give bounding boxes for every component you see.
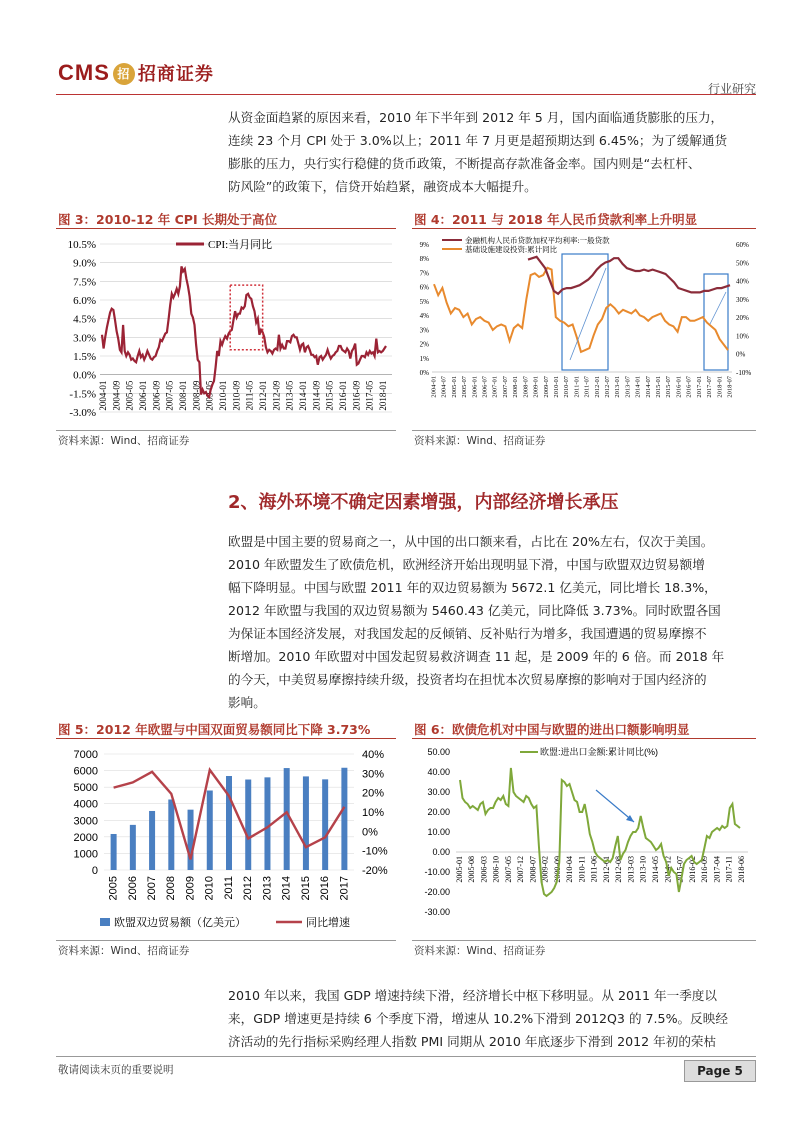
y-left-tick-label: 0%: [419, 369, 429, 377]
x-tick-label: 2008: [165, 876, 178, 901]
x-tick-label: 2010-07: [563, 376, 571, 398]
y-tick-label: 20.00: [427, 807, 450, 817]
x-tick-label: 2012-08: [614, 856, 624, 883]
y-tick-label: 3.0%: [73, 332, 96, 345]
x-tick-label: 2014-07: [644, 376, 652, 398]
y-tick-label: 0.00: [432, 847, 450, 857]
trade-bar: [264, 777, 270, 870]
logo-mark: 招: [113, 63, 135, 85]
x-tick-label: 2011: [222, 876, 235, 900]
x-tick-label: 2010-01: [552, 376, 560, 398]
y-right-tick-label: 30%: [736, 295, 749, 304]
y-tick-label: 50.00: [427, 747, 450, 757]
y-left-tick-label: 2%: [419, 340, 429, 349]
x-tick-label: 2018-07: [726, 376, 734, 398]
x-tick-label: 2018-06: [736, 856, 746, 883]
x-tick-label: 2007-05: [164, 380, 175, 411]
legend-line-label: 同比增速: [306, 917, 350, 929]
x-tick-label: 2009: [184, 876, 197, 901]
x-tick-label: 2007-05: [503, 856, 513, 883]
y-tick-label: 40.00: [427, 767, 450, 777]
x-tick-label: 2018-01: [378, 380, 389, 411]
x-tick-label: 2006-01: [138, 380, 149, 411]
x-tick-label: 2017-05: [364, 380, 375, 411]
y-right-tick-label: -10%: [736, 369, 752, 377]
legend-infra-label: 基础设施建设投资:累计同比: [465, 245, 558, 254]
x-tick-label: 2006: [126, 876, 139, 901]
y-tick-label: 0.0%: [73, 369, 96, 382]
y-tick-label: 7.5%: [73, 276, 96, 289]
header-rule: [56, 94, 756, 95]
x-tick-label: 2010-11: [577, 856, 587, 883]
x-tick-label: 2012: [242, 876, 255, 901]
trend-arrow-1: [570, 268, 606, 360]
y-right-tick-label: 60%: [736, 241, 749, 249]
x-tick-label: 2015-01: [655, 376, 663, 398]
footer-note: 敬请阅读末页的重要说明: [58, 1064, 174, 1076]
trade-bar: [341, 768, 347, 870]
x-tick-label: 2005: [107, 876, 120, 901]
y-left-tick-label: 0: [91, 865, 98, 877]
x-tick-label: 2015-07: [675, 856, 685, 883]
fig5-source: 资料来源：Wind、招商证券: [58, 945, 190, 957]
x-tick-label: 2013-05: [284, 380, 295, 411]
x-tick-label: 2012-09: [271, 380, 282, 411]
y-tick-label: 4.5%: [73, 313, 96, 326]
x-tick-label: 2012-01: [258, 380, 269, 411]
eu-trade-series-line: [460, 768, 740, 896]
x-tick-label: 2005-07: [461, 376, 469, 398]
trade-bar: [188, 810, 194, 870]
x-tick-label: 2006-03: [479, 856, 489, 883]
y-right-tick-label: 50%: [736, 259, 749, 268]
trade-bar: [111, 834, 117, 870]
trend-arrow-2: [710, 292, 726, 324]
x-tick-label: 2008-01: [178, 380, 189, 411]
x-tick-label: 2008-07: [528, 856, 538, 883]
section-paragraph: 欧盟是中国主要的贸易商之一，从中国的出口额来看，占比在 20%左右，仅次于美国。 2010 年欧盟发生了欧债危机，欧洲经济开始出现明显下滑，中国与欧盟双边贸易额增 幅下降明显。中国与欧盟 2011 年的双边贸易额为 5672.1 亿美元，同比增长 18.3%， 2012 年欧盟与我国的双边贸易额为 5460.43 亿美元，同比降低 3.73%。同时欧盟各国 为保证本国经济发展，对我国发起的反倾销、反补贴行为增多，我国遭遇的贸易摩擦不 断增加。2010 年欧盟对中国发起贸易救济调查 11 起，是 2009 年的 6 倍。而 2018 年 的今天，中美贸易摩擦持续升级，投资者均在担忧本次贸易摩擦的影响对于国内经济的 影响。: [228, 534, 725, 710]
cpi-series-line: [102, 266, 386, 397]
legend-eu-label: 欧盟:进出口金额:累计同比(%): [540, 747, 658, 757]
x-tick-label: 2009-07: [542, 376, 550, 398]
fig6-title: 图 6：欧债危机对中国与欧盟的进出口额影响明显: [414, 722, 690, 737]
y-left-tick-label: 1000: [73, 848, 98, 861]
legend-loan-label: 金融机构人民币贷款加权平均利率:一般贷款: [465, 236, 610, 245]
x-tick-label: 2015-07: [665, 376, 673, 398]
y-tick-label: -3.0%: [69, 407, 96, 419]
trade-bar: [303, 776, 309, 870]
x-tick-label: 2012-07: [604, 376, 612, 398]
x-tick-label: 2013-03: [626, 856, 636, 883]
x-tick-label: 2016: [319, 876, 332, 901]
x-tick-label: 2016-09: [700, 856, 710, 883]
x-tick-label: 2004-01: [430, 376, 438, 398]
y-right-tick-label: 30%: [362, 768, 385, 781]
y-left-tick-label: 1%: [419, 354, 429, 363]
x-tick-label: 2005-08: [467, 856, 477, 883]
trade-bar: [226, 776, 232, 870]
trade-bar: [245, 780, 251, 870]
highlight-box-2011: [562, 254, 608, 370]
x-tick-label: 2005-01: [454, 856, 464, 883]
trade-bar: [207, 791, 213, 870]
fig6-source: 资料来源：Wind、招商证券: [414, 945, 546, 957]
y-tick-label: -20.00: [424, 887, 450, 897]
x-tick-label: 2013-10: [638, 856, 648, 883]
legend-cpi-label: CPI:当月同比: [208, 239, 273, 251]
x-tick-label: 2012-01: [593, 376, 601, 398]
page-number: Page 5: [684, 1060, 756, 1082]
x-tick-label: 2017: [338, 876, 351, 901]
y-left-tick-label: 7000: [73, 749, 98, 761]
trade-bar: [284, 768, 290, 870]
x-tick-label: 2017-07: [706, 376, 714, 398]
x-tick-label: 2009-09: [552, 856, 562, 883]
fig5-title: 图 5：2012 年欧盟与中国双面贸易额同比下降 3.73%: [58, 722, 371, 737]
y-tick-label: 1.5%: [73, 351, 96, 363]
y-tick-label: 10.5%: [67, 239, 96, 251]
y-right-tick-label: -20%: [362, 865, 388, 877]
fig5-chart: [56, 740, 398, 938]
x-tick-label: 2015: [299, 876, 312, 901]
fig3-title: 图 3：2010-12 年 CPI 长期处于高位: [58, 212, 277, 227]
x-tick-label: 2005-01: [450, 376, 458, 398]
fig6-rule: [412, 738, 756, 739]
y-left-tick-label: 3000: [73, 815, 98, 828]
bottom-paragraph: 2010 年以来，我国 GDP 增速持续下滑，经济增长中枢下移明显。从 2011 年一季度以 来，GDP 增速更是持续 6 个季度下滑，增速从 10.2%下滑到 2012Q3 的 7.5%。反映经 济活动的先行指标采购经理人指数 PMI 同期从 2010 年底逐步下滑到 2012 年初的荣枯: [228, 988, 728, 1049]
y-right-tick-label: 0%: [362, 826, 378, 839]
x-tick-label: 2008-09: [191, 380, 202, 411]
infra-series-line: [434, 268, 728, 352]
y-right-tick-label: 10%: [362, 807, 385, 819]
x-tick-label: 2007-07: [501, 376, 509, 398]
x-tick-label: 2013-01: [614, 376, 622, 398]
y-left-tick-label: 3%: [419, 326, 429, 335]
fig4-title: 图 4：2011 与 2018 年人民币贷款利率上升明显: [414, 212, 698, 227]
y-tick-label: 6.0%: [73, 295, 96, 307]
x-tick-label: 2011-05: [244, 380, 255, 411]
x-tick-label: 2016-07: [685, 376, 693, 398]
x-tick-label: 2013-07: [624, 376, 632, 398]
x-tick-label: 2013: [261, 876, 274, 901]
x-tick-label: 2011-07: [583, 376, 591, 398]
y-tick-label: 9.0%: [73, 257, 96, 270]
loan-rate-series-line: [528, 257, 730, 294]
x-tick-label: 2006-10: [491, 856, 501, 883]
fig5-rule: [56, 738, 396, 739]
x-tick-label: 2004-09: [111, 380, 122, 411]
y-right-tick-label: 40%: [736, 277, 749, 286]
y-left-tick-label: 6000: [73, 765, 98, 778]
x-tick-label: 2014-09: [311, 380, 322, 411]
x-tick-label: 2010-04: [565, 856, 575, 883]
x-tick-label: 2017-01: [695, 376, 703, 398]
intro-paragraph: 从资金面趋紧的原因来看，2010 年下半年到 2012 年 5 月，国内面临通货膨胀的压力， 连续 23 个月 CPI 处于 3.0%以上；2011 年 7 月更是超预期达到 6.45%；为了缓解通货 膨胀的压力，央行实行稳健的货币政策，不断提高存款准备金率。国内则是“去杠杆、 防风险”的政策下，信贷开始趋紧，融资成本大幅提升。: [228, 110, 728, 194]
y-left-tick-label: 6%: [419, 283, 429, 292]
trade-bar: [149, 811, 155, 870]
fig4-rule: [412, 228, 756, 229]
x-tick-label: 2009-02: [540, 856, 550, 883]
x-tick-label: 2008-01: [512, 376, 520, 398]
y-left-tick-label: 9%: [419, 241, 429, 249]
x-tick-label: 2010-09: [231, 380, 242, 411]
x-tick-label: 2007-01: [491, 376, 499, 398]
y-left-tick-label: 4%: [419, 312, 429, 321]
x-tick-label: 2016-01: [675, 376, 683, 398]
x-tick-label: 2009-01: [532, 376, 540, 398]
fig3-source: 资料来源：Wind、招商证券: [58, 435, 190, 447]
y-tick-label: 10.00: [427, 827, 450, 837]
x-tick-label: 2009-05: [204, 380, 215, 411]
fig6-chart: [410, 740, 758, 938]
trade-bar: [130, 825, 136, 870]
y-right-tick-label: 20%: [362, 787, 385, 800]
x-tick-label: 2010: [203, 876, 216, 901]
fig3-chart: [56, 232, 398, 428]
x-tick-label: 2015-05: [324, 380, 335, 411]
y-tick-label: -1.5%: [69, 388, 96, 401]
x-tick-label: 2007-12: [516, 856, 526, 883]
x-tick-label: 2011-01: [573, 376, 581, 398]
x-tick-label: 2016-01: [338, 380, 349, 411]
x-tick-label: 2004-01: [98, 380, 109, 411]
y-left-tick-label: 5%: [419, 297, 429, 306]
y-left-tick-label: 5000: [73, 782, 98, 795]
category-label: 行业研究: [707, 82, 756, 96]
x-tick-label: 2008-07: [522, 376, 530, 398]
x-tick-label: 2016-09: [351, 380, 362, 411]
y-left-tick-label: 4000: [73, 798, 98, 811]
legend-bar-swatch: [100, 918, 110, 926]
x-tick-label: 2016-02: [687, 856, 697, 883]
y-right-tick-label: 40%: [362, 749, 385, 761]
x-tick-label: 2005-05: [124, 380, 135, 411]
y-right-tick-label: -10%: [362, 845, 388, 858]
y-right-tick-label: 10%: [736, 332, 749, 341]
x-tick-label: 2006-07: [481, 376, 489, 398]
y-tick-label: 30.00: [427, 787, 450, 797]
x-tick-label: 2014-12: [663, 856, 673, 883]
x-tick-label: 2017-04: [712, 856, 722, 883]
y-right-tick-label: 20%: [736, 314, 749, 323]
x-tick-label: 2012-01: [601, 856, 611, 883]
y-tick-label: -10.00: [424, 867, 450, 877]
x-tick-label: 2011-06: [589, 856, 599, 883]
x-tick-label: 2014-01: [634, 376, 642, 398]
x-tick-label: 2018-01: [716, 376, 724, 398]
legend-bar-label: 欧盟双边贸易额（亿美元）: [114, 917, 246, 929]
x-tick-label: 2004-07: [440, 376, 448, 398]
fig3-rule: [56, 228, 396, 229]
section-title: 2、海外环境不确定因素增强，内部经济增长承压: [228, 492, 619, 513]
y-left-tick-label: 7%: [419, 269, 429, 278]
x-tick-label: 2006-01: [471, 376, 479, 398]
y-left-tick-label: 8%: [419, 255, 429, 264]
x-tick-label: 2007: [145, 876, 158, 901]
x-tick-label: 2017-11: [724, 856, 734, 883]
trade-bar: [322, 779, 328, 870]
trade-bar: [168, 799, 174, 870]
x-tick-label: 2014: [280, 876, 293, 901]
x-tick-label: 2014-01: [298, 380, 309, 411]
y-right-tick-label: 0%: [736, 350, 746, 359]
x-tick-label: 2006-09: [151, 380, 162, 411]
y-tick-label: -30.00: [424, 907, 450, 917]
y-left-tick-label: 2000: [73, 831, 98, 844]
x-tick-label: 2014-05: [651, 856, 661, 883]
fig4-source: 资料来源：Wind、招商证券: [414, 435, 546, 447]
fig4-chart: [410, 232, 758, 428]
x-tick-label: 2010-01: [218, 380, 229, 411]
cms-logo: CMS 招 招商证券: [58, 60, 214, 85]
